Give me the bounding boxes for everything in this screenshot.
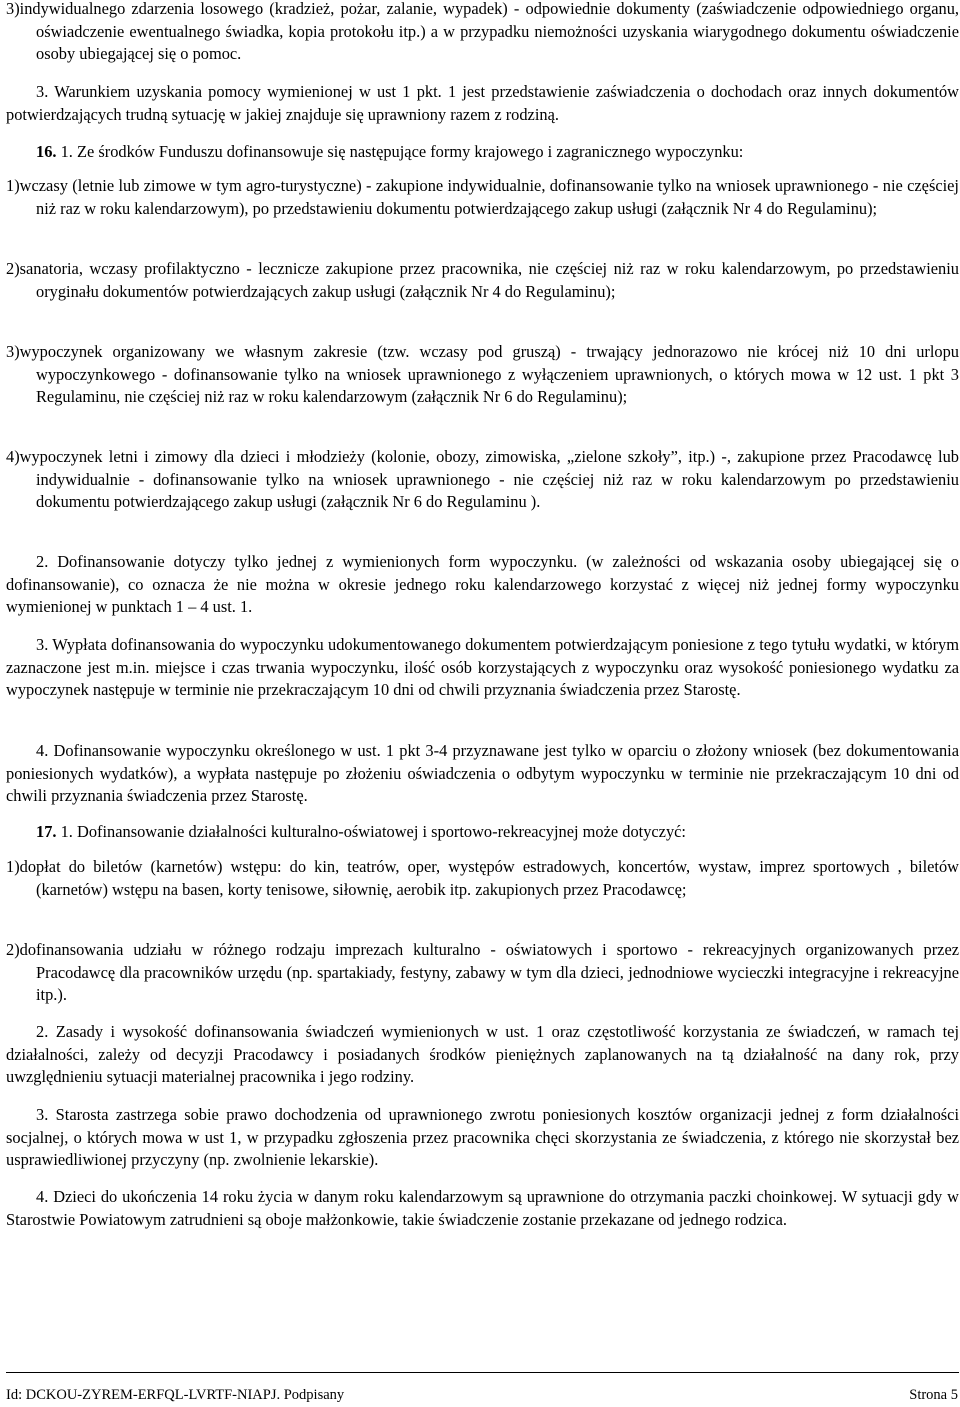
s16-paragraph-2: 2. Dofinansowanie dotyczy tylko jednej z wymienionych form wypoczynku. (w zależności od wskazania osoby ubiegającej się o dofinansowanie), co oznacza że nie można w okresie jednego roku kalendarzowego korzystać z więcej niż jednej formy wypoczynku wymienionej w punktach 1 – 4 ust. 1. [6, 552, 959, 617]
s16-item-1: 1)wczasy (letnie lub zimowe w tym agro-turystyczne) - zakupione indywidualnie, dofinansowanie tylko na wniosek uprawnionego - nie częściej niż raz w roku kalendarzowym), po przedstawieniu dokumentu potwierdzającego zakup usługi (załącznik Nr 4 do Regulaminu); [6, 176, 959, 218]
s16-item-2: 2)sanatoria, wczasy profilaktyczno - lecznicze zakupione przez pracownika, nie częściej niż raz w roku kalendarzowym, po przedstawieniu oryginału dokumentów potwierdzających zakup usługi (załącznik Nr 4 do Regulaminu); [6, 259, 959, 301]
section-17-intro: 1. Dofinansowanie działalności kulturalno-oświatowej i sportowo-rekreacyjnej może dotyczyć: [56, 822, 686, 841]
s17-paragraph-3: 3. Starosta zastrzega sobie prawo dochodzenia od uprawnionego zwrotu poniesionych kosztów organizacji jednej z form działalności socjalnej, o których mowa w ust 1, w przypadku zgłoszenia przez pracownika chęci skorzystania ze świadczenia, z którego nie skorzystał bez usprawiedliwionej przyczyny (np. zwolnienie lekarskie). [6, 1105, 959, 1170]
footer-document-id: Id: DCKOU-ZYREM-ERFQL-LVRTF-NIAPJ. Podpisany [6, 1387, 345, 1403]
footer-page-number: Strona 5 [909, 1387, 958, 1403]
s17-paragraph-2: 2. Zasady i wysokość dofinansowania świadczeń wymienionych w ust. 1 oraz częstotliwość korzystania ze świadczeń, w ramach tej działalności, zależy od decyzji Pracodawcy i posiadanych środków pieniężnych zaplanowanych na tą działalność na dany rok, przy uwzględnieniu sytuacji materialnej pracownika i jego rodziny. [6, 1022, 959, 1087]
s17-item-1: 1)dopłat do biletów (karnetów) wstępu: do kin, teatrów, oper, występów estradowych, koncertów, wystaw, imprez sportowych , biletów (karnetów) wstępu na basen, korty tenisowe, siłownię, aerobik itp. zakupionych przez Pracodawcę; [6, 857, 959, 899]
paragraph-item-3-losowe: 3)indywidualnego zdarzenia losowego (kradzież, pożar, zalanie, wypadek) - odpowiednie dokumenty (zaświadczenie odpowiedniego organu, oświadczenie ewentualnego świadka, kopia protokołu itp.) a w przypadku niemożności uzyskania wiarygodnego dokumentu oświadczenie osoby ubiegającej się o pomoc. [6, 0, 959, 64]
s16-paragraph-4: 4. Dofinansowanie wypoczynku określonego w ust. 1 pkt 3-4 przyznawane jest tylko w oparciu o złożony wniosek (bez dokumentowania poniesionych wydatków), a wypłata następuje po złożeniu oświadczenia o odbytym wypoczynku w terminie nie przekraczającym 10 dni od chwili przyznania świadczenia przez Starostę. [6, 741, 959, 806]
section-16-number: 16. [36, 142, 57, 161]
s17-item-2: 2)dofinansowania udziału w różnego rodzaju imprezach kulturalno - oświatowych i sportowo - rekreacyjnych organizowanych przez Pracodawcę dla pracowników urzędu (np. spartakiady, festyny, zabawy w tym dla dzieci, jednodniowe wycieczki integracyjne i rekreacyjne itp.). [6, 940, 959, 1005]
s16-paragraph-3: 3. Wypłata dofinansowania do wypoczynku udokumentowanego dokumentem potwierdzającym poniesione z tego tytułu wydatki, w którym zaznaczone jest m.in. miejsce i czas trwania wypoczynku, ilość osób korzystających z wypoczynku oraz wysokość poniesionego wydatku za wypoczynek następuje w terminie nie przekraczającym 10 dni od chwili przyznania świadczenia przez Starostę. [6, 635, 959, 700]
footer-divider [6, 1372, 959, 1373]
s17-paragraph-4: 4. Dzieci do ukończenia 14 roku życia w danym roku kalendarzowym są uprawnione do otrzymania paczki choinkowej. W sytuacji gdy w Starostwie Powiatowym zatrudnieni są oboje małżonkowie, takie świadczenie zostanie przekazane od jednego rodzica. [6, 1187, 959, 1229]
section-16-intro: 1. Ze środków Funduszu dofinansowuje się następujące formy krajowego i zagranicznego wypoczynku: [56, 142, 744, 161]
section-16-heading [6, 141, 959, 164]
s16-item-3: 3)wypoczynek organizowany we własnym zakresie (tzw. wczasy pod gruszą) - trwający jednorazowo nie krócej niż 10 dni urlopu wypoczynkowego - dofinansowanie tylko na wniosek uprawnionego z wyłączeniem uprawnionych, o których mowa w 12 ust. 1 pkt 3 Regulaminu, nie częściej niż raz w roku kalendarzowym (załącznik Nr 6 do Regulaminu); [6, 342, 959, 407]
s16-item-4: 4)wypoczynek letni i zimowy dla dzieci i młodzieży (kolonie, obozy, zimowiska, „zielone szkoły”, itp.) -, zakupione przez Pracodawcę lub indywidualnie - dofinansowanie tylko na wniosek uprawnionego - nie częściej niż raz w roku kalendarzowym po przedstawieniu dokumentu potwierdzającego zakup usługi (załącznik Nr 6 do Regulaminu ). [6, 447, 959, 512]
section-17-number: 17. [36, 822, 57, 841]
paragraph-3-conditions: 3. Warunkiem uzyskania pomocy wymienionej w ust 1 pkt. 1 jest przedstawienie zaświadczenia o dochodach oraz innych dokumentów potwierdzających trudną sytuację w jakiej znajduje się uprawniony razem z rodziną. [6, 82, 959, 124]
section-17-heading [6, 821, 959, 844]
